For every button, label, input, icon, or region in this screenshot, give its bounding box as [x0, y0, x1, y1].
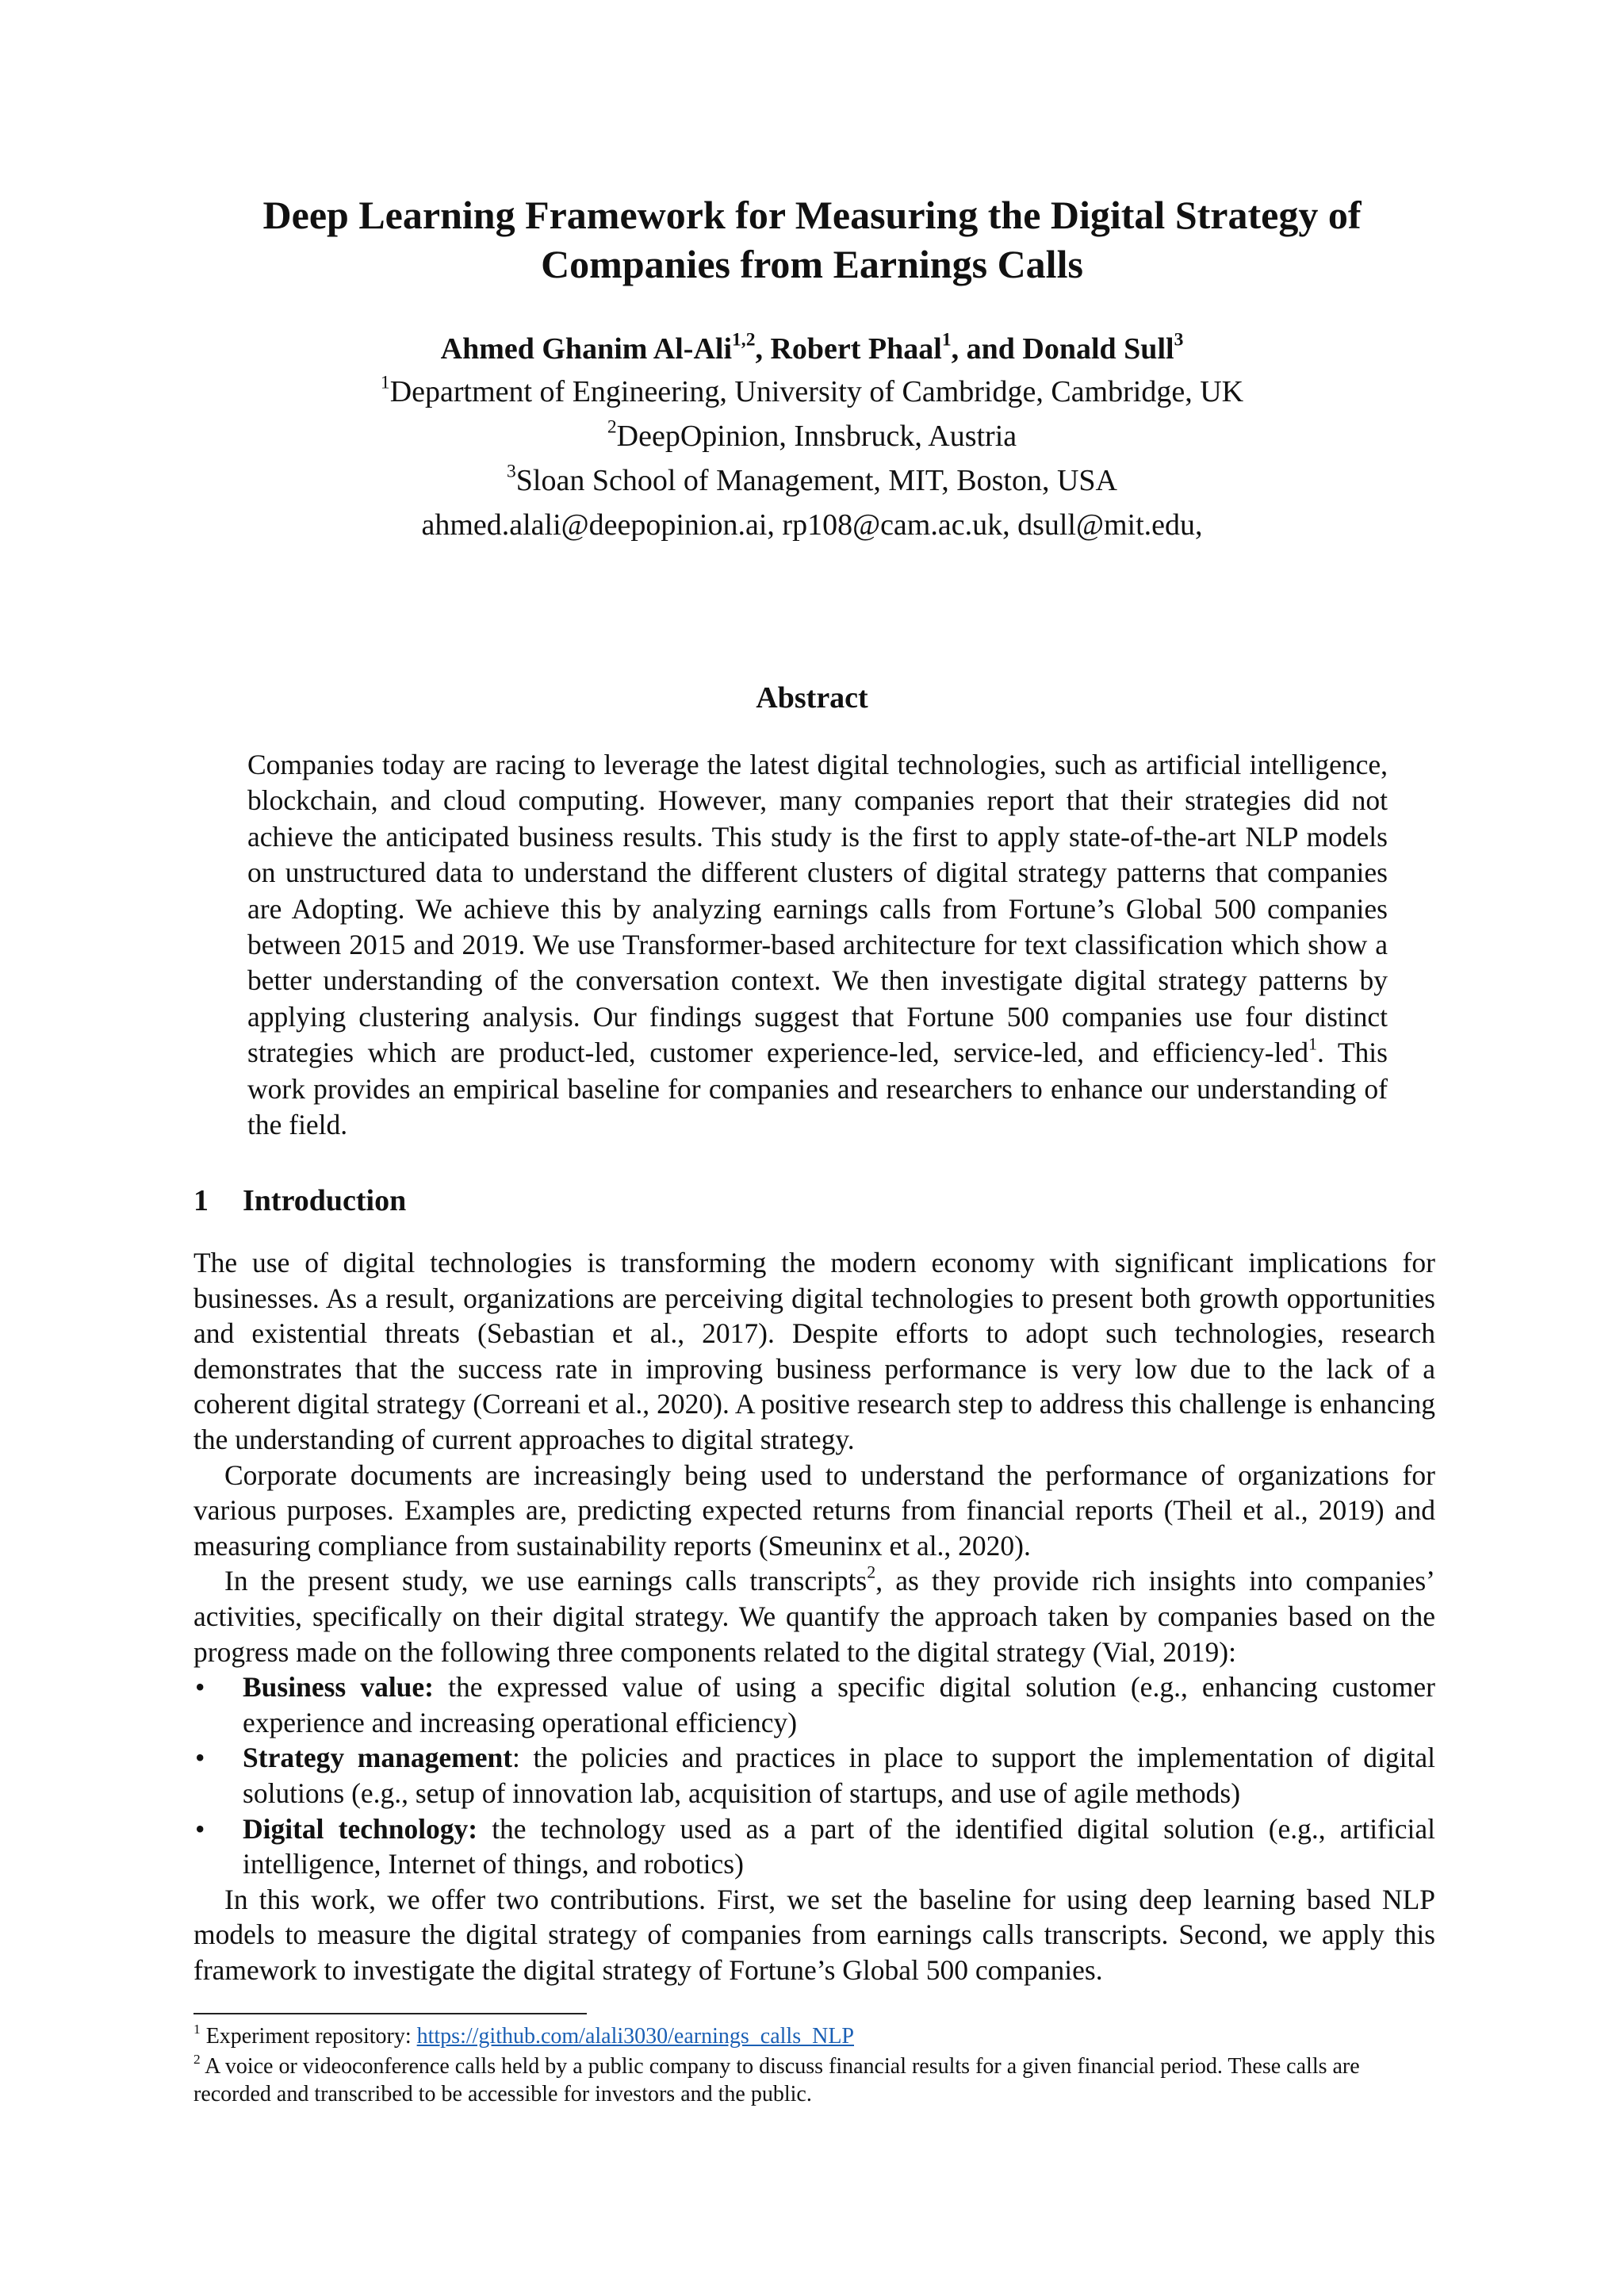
- list-item: [193, 1669, 1435, 1740]
- component-list: [193, 1669, 1435, 1882]
- author-list: [0, 329, 1624, 366]
- footnote-ref: 1: [1308, 1033, 1317, 1054]
- author-separator: , and: [951, 332, 1023, 366]
- bullet-icon: •: [195, 1812, 205, 1845]
- introduction-body: [193, 1245, 1435, 1987]
- affiliation-line: [0, 463, 1624, 498]
- author-affiliation-mark: 1: [941, 329, 952, 351]
- affiliation-line: [0, 416, 1624, 454]
- title-line-2: Companies from Earnings Calls: [541, 242, 1083, 286]
- abstract-text: Companies today are racing to leverage the latest digital technologies, such as artificial intelligence, blockchain, and cloud computing. However, many companies report that their strategies did not achieve the anticipated business results. This study is the first to apply state-of-the-art NLP models on unstructured data to understand the different clusters of digital strategy patterns that companies are Adopting. We achieve this by analyzing earnings calls from Fortune’s Global 500 companies between 2015 and 2019. We use Transformer-based architecture for text classification which show a better understanding of the conversation context. We then investigate digital strategy patterns by applying clustering analysis. Our findings suggest that Fortune 500 companies use four distinct strategies which are product-led, customer experience-led, service-led, and efficiency-led: [247, 749, 1388, 1069]
- affiliation-text: Sloan School of Management, MIT, Boston, USA: [515, 464, 1117, 497]
- author-separator: ,: [755, 332, 771, 366]
- author-affiliation-mark: 3: [1174, 329, 1184, 351]
- footnote: [193, 2053, 1435, 2108]
- list-item-term: Strategy management: [243, 1742, 513, 1774]
- repository-link[interactable]: https://github.com/alali3030/earnings_calls_NLP: [416, 2024, 854, 2049]
- paragraph-text: In the present study, we use earnings calls transcripts: [224, 1565, 868, 1597]
- affiliation-line: [0, 374, 1624, 409]
- bullet-icon: •: [195, 1671, 205, 1704]
- affiliation-mark: 1: [380, 372, 390, 393]
- affiliation-mark: 3: [507, 461, 516, 482]
- author-name: Robert Phaal: [770, 332, 942, 366]
- title-line-1: Deep Learning Framework for Measuring the Digital Strategy of: [262, 193, 1362, 237]
- abstract-body: [247, 747, 1388, 1143]
- affiliation-text: Department of Engineering, University of Cambridge, Cambridge, UK: [389, 375, 1244, 408]
- author-affiliation-mark: 1,2: [732, 329, 756, 351]
- footnote-ref: 2: [867, 1562, 876, 1582]
- footnote-divider: [193, 2013, 587, 2014]
- affiliation-mark: 2: [607, 416, 617, 438]
- footnote-label: Experiment repository:: [205, 2024, 417, 2049]
- list-item-term: Digital technology:: [243, 1812, 478, 1845]
- list-item-text: : the policies and practices in place to support the implementation of digital solutions (e.g., setup of innovation lab, acquisition of startups, and use of agile methods): [243, 1742, 1435, 1809]
- footnote-mark: 2: [193, 2051, 201, 2067]
- section-heading: [193, 1183, 406, 1218]
- paragraph: The use of digital technologies is transforming the modern economy with significant implications for businesses. As a result, organizations are perceiving digital technologies to present both growth opportunities and existential threats (Sebastian et al., 2017). Despite efforts to adopt such technologies, research demonstrates that the success rate in improving business performance is very low due to the lack of a coherent digital strategy (Correani et al., 2020). A positive research step to address this challenge is enhancing the understanding of current approaches to digital strategy.: [193, 1247, 1435, 1455]
- paragraph: [193, 1563, 1435, 1669]
- footnote-mark: 1: [193, 2021, 201, 2037]
- author-name: Donald Sull: [1022, 332, 1174, 366]
- affiliation-text: DeepOpinion, Innsbruck, Austria: [616, 420, 1017, 453]
- paragraph-text: , as they provide rich insights into companies’ activities, specifically on their digital strategy. We quantify the approach taken by companies based on the progress made on the following three components related to the digital strategy (Vial, 2019):: [193, 1565, 1435, 1668]
- bullet-icon: •: [195, 1742, 205, 1774]
- list-item: [193, 1811, 1435, 1882]
- author-emails: ahmed.alali@deepopinion.ai, rp108@cam.ac.uk, dsull@mit.edu,: [421, 508, 1203, 542]
- paragraph: In this work, we offer two contributions. First, we set the baseline for using deep learning based NLP models to measure the digital strategy of companies from earnings calls transcripts. Second, we apply this framework to investigate the digital strategy of Fortune’s Global 500 companies.: [193, 1883, 1435, 1986]
- abstract-heading: Abstract: [756, 681, 868, 715]
- section-number: 1: [193, 1184, 209, 1217]
- footnote-text: A voice or videoconference calls held by a public company to discuss financial results for a given financial period. These calls are recorded and transcribed to be accessible for investors and the public.: [193, 2054, 1360, 2106]
- paper-title: [0, 190, 1624, 289]
- list-item: [193, 1740, 1435, 1811]
- footnote: [193, 2022, 1435, 2050]
- abstract-text-end: . This work provides an empirical baseline for companies and researchers to enhance our understanding of the field.: [247, 1037, 1388, 1141]
- list-item-term: Business value:: [243, 1671, 435, 1704]
- author-name: Ahmed Ghanim Al-Ali: [440, 332, 733, 366]
- list-item-text: the technology used as a part of the identified digital solution (e.g., artificial intelligence, Internet of things, and robotics): [243, 1812, 1435, 1880]
- list-item-text: the expressed value of using a specific digital solution (e.g., enhancing customer experience and increasing operational efficiency): [243, 1671, 1436, 1738]
- paragraph: Corporate documents are increasingly being used to understand the performance of organizations for various purposes. Examples are, predicting expected returns from financial reports (Theil et al., 2019) and measuring compliance from sustainability reports (Smeuninx et al., 2020).: [193, 1458, 1435, 1562]
- section-title: Introduction: [243, 1184, 407, 1217]
